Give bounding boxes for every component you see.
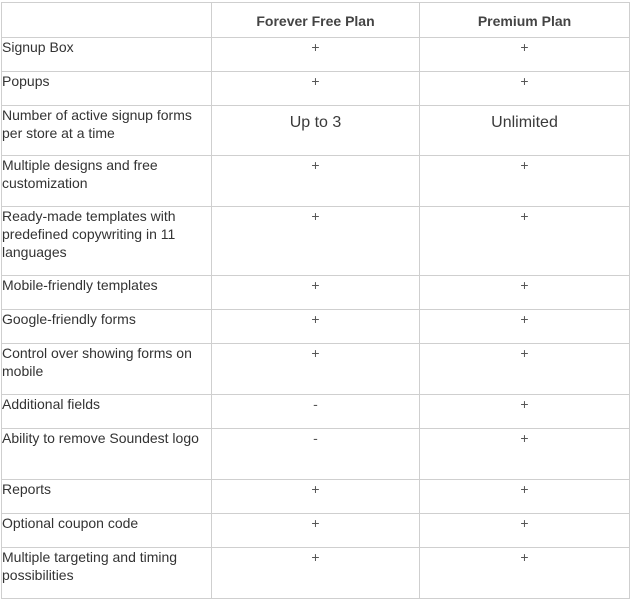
premium-plan-value: + (420, 207, 630, 276)
feature-label: Google-friendly forms (2, 310, 212, 344)
feature-label: Mobile-friendly templates (2, 276, 212, 310)
table-row (2, 207, 630, 276)
table-row (2, 310, 630, 344)
premium-plan-value: + (420, 480, 630, 514)
header-free-plan: Forever Free Plan (212, 3, 420, 38)
free-plan-value: + (212, 310, 420, 344)
feature-label: Additional fields (2, 395, 212, 429)
table-row (2, 276, 630, 310)
feature-label: Ability to remove Soundest logo (2, 429, 212, 480)
feature-label: Multiple targeting and timing possibilities (2, 548, 212, 599)
premium-plan-value: + (420, 395, 630, 429)
header-feature (2, 3, 212, 38)
premium-plan-value: + (420, 344, 630, 395)
premium-plan-value: + (420, 156, 630, 207)
free-plan-value: + (212, 207, 420, 276)
table-row (2, 429, 630, 480)
free-plan-value: + (212, 344, 420, 395)
table-row (2, 344, 630, 395)
table-row (2, 514, 630, 548)
feature-label: Multiple designs and free customization (2, 156, 212, 207)
premium-plan-value: + (420, 429, 630, 480)
table-row (2, 395, 630, 429)
feature-label: Optional coupon code (2, 514, 212, 548)
header-premium-plan: Premium Plan (420, 3, 630, 38)
premium-plan-value: Unlimited (420, 106, 630, 156)
free-plan-value: + (212, 156, 420, 207)
free-plan-value: - (212, 429, 420, 480)
premium-plan-value: + (420, 38, 630, 72)
table-row (2, 480, 630, 514)
free-plan-value: + (212, 38, 420, 72)
free-plan-value: + (212, 480, 420, 514)
table-header-row (2, 3, 630, 38)
premium-plan-value: + (420, 514, 630, 548)
premium-plan-value: + (420, 310, 630, 344)
table-row (2, 156, 630, 207)
free-plan-value: Up to 3 (212, 106, 420, 156)
table-row (2, 38, 630, 72)
plan-comparison-table (1, 2, 630, 599)
free-plan-value: + (212, 514, 420, 548)
feature-label: Signup Box (2, 38, 212, 72)
free-plan-value: - (212, 395, 420, 429)
table-row (2, 106, 630, 156)
premium-plan-value: + (420, 548, 630, 599)
feature-label: Popups (2, 72, 212, 106)
feature-label: Ready-made templates with predefined copywriting in 11 languages (2, 207, 212, 276)
feature-label: Number of active signup forms per store at a time (2, 106, 212, 156)
feature-label: Control over showing forms on mobile (2, 344, 212, 395)
table-row (2, 548, 630, 599)
free-plan-value: + (212, 72, 420, 106)
table-row (2, 72, 630, 106)
premium-plan-value: + (420, 72, 630, 106)
feature-label: Reports (2, 480, 212, 514)
free-plan-value: + (212, 548, 420, 599)
premium-plan-value: + (420, 276, 630, 310)
free-plan-value: + (212, 276, 420, 310)
